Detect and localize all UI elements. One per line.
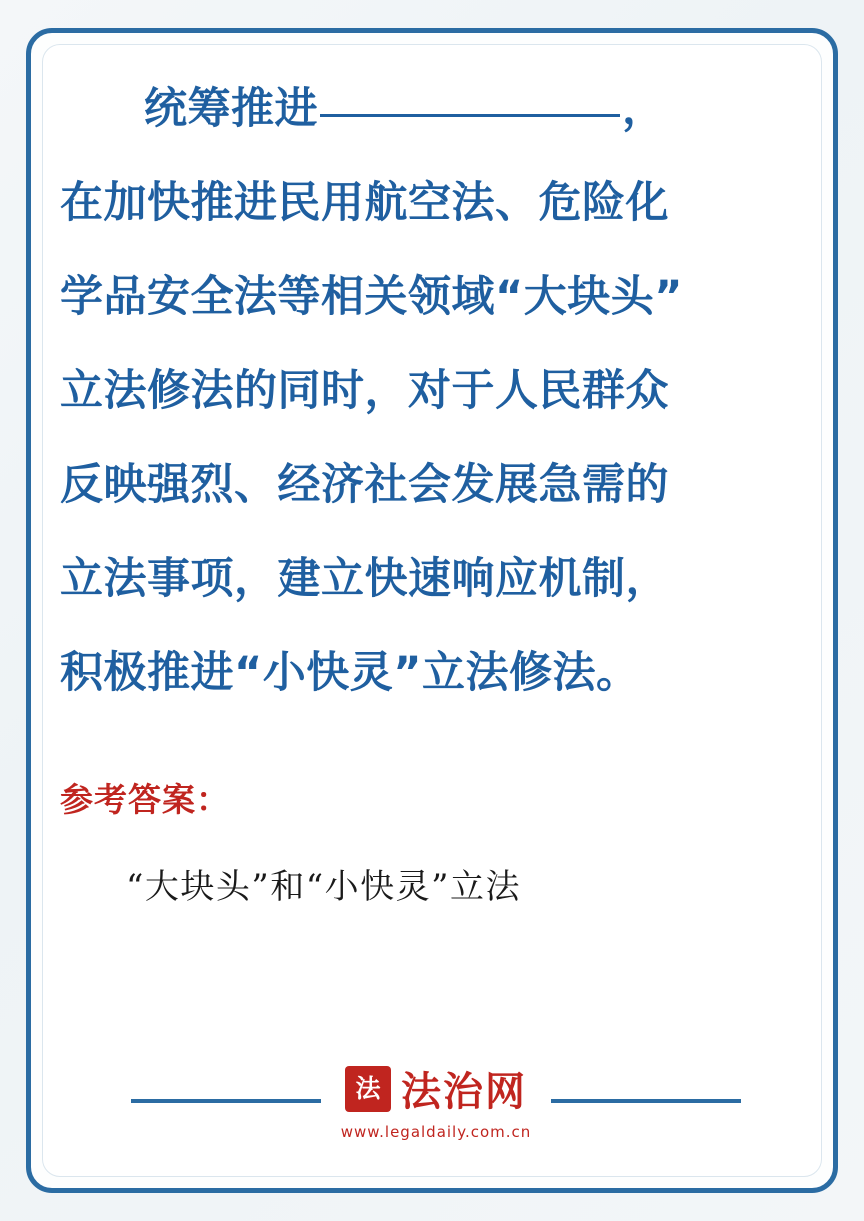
question-line-1-prefix: 统筹推进 [144,84,318,134]
poster-content [60,62,812,1161]
question-line-1-suffix: ， [622,84,666,134]
question-line-2: 在加快推进民用航空法、危险化 [60,178,669,228]
divider-left [131,1099,321,1103]
divider-right [551,1099,741,1103]
answer-label: 参考答案： [60,780,230,819]
question-line-7: 积极推进“小快灵”立法修法。 [60,648,640,698]
question-block [60,62,812,720]
question-line-1 [60,62,812,156]
question-line-6: 立法事项，建立快速响应机制， [60,554,669,604]
brand-name: 法治网 [401,1068,527,1115]
question-line-4: 立法修法的同时，对于人民群众 [60,366,669,416]
answer-text: “大块头”和“小快灵”立法 [126,867,522,907]
question-line-5: 反映强烈、经济社会发展急需的 [60,460,669,510]
fill-in-blank [320,114,620,117]
brand-block [341,1060,532,1141]
brand-row [345,1060,527,1117]
brand-url: www.legaldaily.com.cn [340,1123,532,1141]
question-line-3: 学品安全法等相关领域“大块头” [60,272,684,322]
footer-brand-bar [60,1060,812,1141]
seal-icon: 法 [345,1066,391,1112]
